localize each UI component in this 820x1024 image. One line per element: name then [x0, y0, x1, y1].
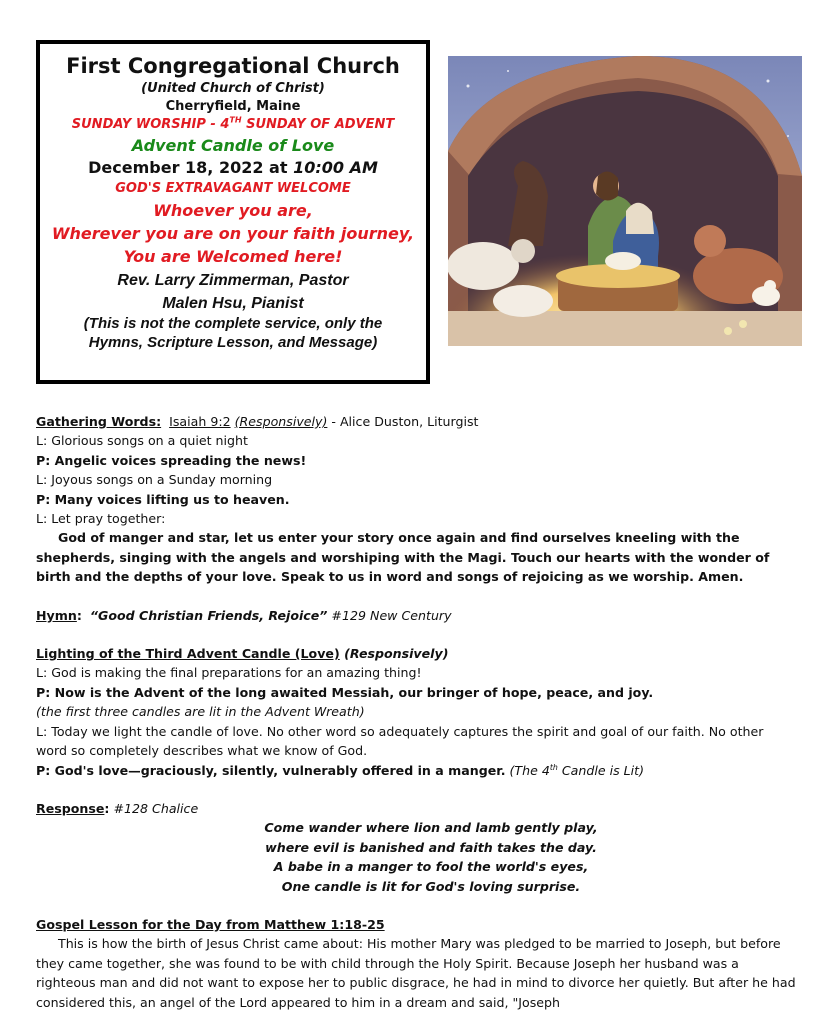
gospel-heading: Gospel Lesson for the Day from Matthew 1:18-25	[36, 916, 385, 932]
candle-line-2: P: Now is the Advent of the long awaited Messiah, our bringer of hope, peace, and joy.	[36, 684, 654, 700]
gathering-heading: Gathering Words: Isaiah 9:2 (Responsively) - Alice Duston, Liturgist	[36, 414, 479, 429]
gathering-line-3: L: Joyous songs on a Sunday morning	[36, 472, 273, 488]
service-date: December 18, 2022 at 10:00 AM	[88, 158, 378, 178]
response-heading: Response: #128 Chalice	[36, 800, 199, 816]
welcome-line-1: Whoever you are,	[153, 200, 313, 220]
pianist-name: Malen Hsu, Pianist	[162, 294, 304, 312]
response-line-4: One candle is lit for God's loving surprise.	[281, 878, 581, 894]
welcome-line-3: You are Welcomed here!	[123, 247, 343, 267]
candle-line-5: P: God's love—graciously, silently, vulnerably offered in a manger. (The 4th Candle is Lit)	[36, 762, 645, 778]
gospel-text: This is how the birth of Jesus Christ came about: His mother Mary was pledged to be married to Joseph, but before they came together, she was found to be with child through the Holy Spirit. Because Joseph her husband was a righteous man and did not want to expose her to public disgrace, he had in mind to divorce her quietly. But after he had considered this, an angel of the Lord appeared to him in a dream and said, "Joseph	[36, 936, 796, 1010]
nativity-scene-illustration	[448, 56, 802, 346]
opening-prayer: God of manger and star, let us enter your story once again and find ourselves kneeling with the shepherds, singing with the angels and worshiping with the Magi. Touch our hearts with the wonder of birth and the depths of your love. Speak to us in word and songs of rejoicing as we worship. Amen.	[36, 530, 770, 585]
candle-line-3: (the first three candles are lit in the Advent Wreath)	[36, 704, 365, 720]
denomination: (United Church of Christ)	[141, 81, 325, 97]
hymn-line: Hymn: “Good Christian Friends, Rejoice” #129 New Century	[36, 607, 452, 623]
pastor-name: Rev. Larry Zimmerman, Pastor	[117, 271, 349, 289]
response-line-2: where evil is banished and faith takes the day.	[265, 839, 597, 855]
service-note-1: (This is not the complete service, only the	[83, 314, 383, 332]
welcome-line-2: Wherever you are on your faith journey,	[51, 224, 415, 244]
candle-heading: Lighting of the Third Advent Candle (Love) (Responsively)	[36, 646, 449, 662]
advent-candle-title: Advent Candle of Love	[131, 135, 335, 155]
service-note-2: Hymns, Scripture Lesson, and Message)	[88, 334, 378, 352]
gathering-line-5: L: Let pray together:	[36, 511, 166, 527]
town: Cherryfield, Maine	[165, 98, 301, 114]
gathering-line-1: L: Glorious songs on a quiet night	[36, 433, 248, 449]
candle-line-4: L: Today we light the candle of love. No other word so adequately captures the spirit and goal of our faith. No other word so completely describes what we know of God.	[36, 723, 764, 759]
gathering-line-4: P: Many voices lifting us to heaven.	[36, 491, 290, 507]
welcome-heading: GOD'S EXTRAVAGANT WELCOME	[115, 181, 351, 197]
response-line-1: Come wander where lion and lamb gently play,	[264, 820, 598, 836]
response-line-3: A babe in a manger to fool the world's eyes,	[273, 859, 589, 875]
church-name: First Congregational Church	[66, 54, 400, 78]
church-header-box	[36, 40, 430, 384]
worship-heading: SUNDAY WORSHIP - 4TH SUNDAY OF ADVENT	[71, 116, 395, 133]
bulletin-body	[36, 412, 796, 1012]
candle-line-1: L: God is making the final preparations for an amazing thing!	[36, 665, 422, 681]
gathering-line-2: P: Angelic voices spreading the news!	[36, 452, 307, 468]
